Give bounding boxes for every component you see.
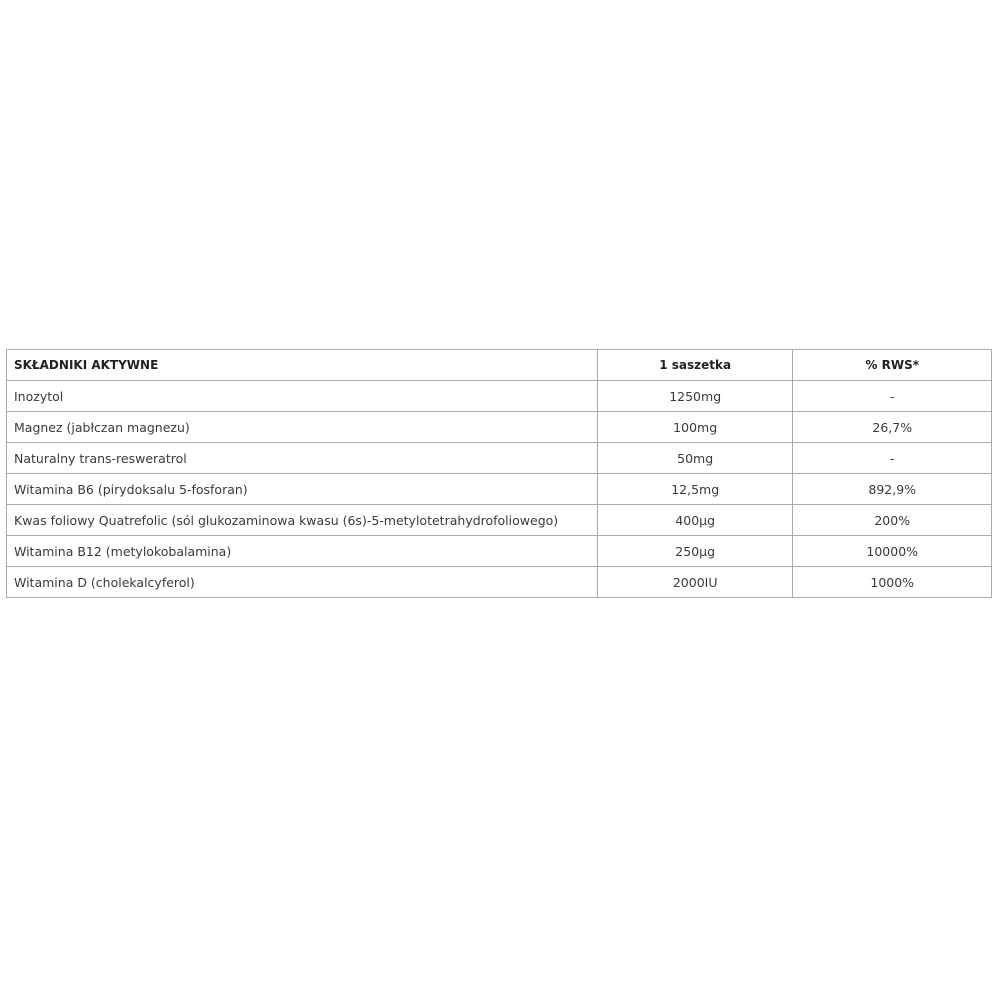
cell-ingredient: Magnez (jabłczan magnezu)	[7, 412, 598, 443]
cell-ingredient: Inozytol	[7, 381, 598, 412]
cell-rws: 10000%	[793, 536, 992, 567]
cell-amount: 50mg	[597, 443, 793, 474]
cell-ingredient: Kwas foliowy Quatrefolic (sól glukozaminowa kwasu (6s)-5-metylotetrahydrofoliowego)	[7, 505, 598, 536]
cell-amount: 100mg	[597, 412, 793, 443]
cell-amount: 400µg	[597, 505, 793, 536]
table-row	[7, 567, 992, 598]
cell-ingredient: Witamina B6 (pirydoksalu 5-fosforan)	[7, 474, 598, 505]
header-ingredient: SKŁADNIKI AKTYWNE	[7, 350, 598, 381]
cell-amount: 2000IU	[597, 567, 793, 598]
cell-rws: -	[793, 443, 992, 474]
cell-rws: -	[793, 381, 992, 412]
header-rws: % RWS*	[793, 350, 992, 381]
table-row	[7, 474, 992, 505]
cell-amount: 12,5mg	[597, 474, 793, 505]
table-row	[7, 443, 992, 474]
header-row	[7, 350, 992, 381]
cell-rws: 1000%	[793, 567, 992, 598]
ingredients-table	[6, 349, 992, 598]
table-row	[7, 536, 992, 567]
table-row	[7, 412, 992, 443]
table-body	[7, 381, 992, 598]
cell-rws: 26,7%	[793, 412, 992, 443]
table-header	[7, 350, 992, 381]
cell-ingredient: Witamina B12 (metylokobalamina)	[7, 536, 598, 567]
cell-rws: 892,9%	[793, 474, 992, 505]
cell-ingredient: Witamina D (cholekalcyferol)	[7, 567, 598, 598]
cell-rws: 200%	[793, 505, 992, 536]
cell-ingredient: Naturalny trans-resweratrol	[7, 443, 598, 474]
header-amount: 1 saszetka	[597, 350, 793, 381]
table-row	[7, 381, 992, 412]
cell-amount: 250µg	[597, 536, 793, 567]
table-row	[7, 505, 992, 536]
cell-amount: 1250mg	[597, 381, 793, 412]
